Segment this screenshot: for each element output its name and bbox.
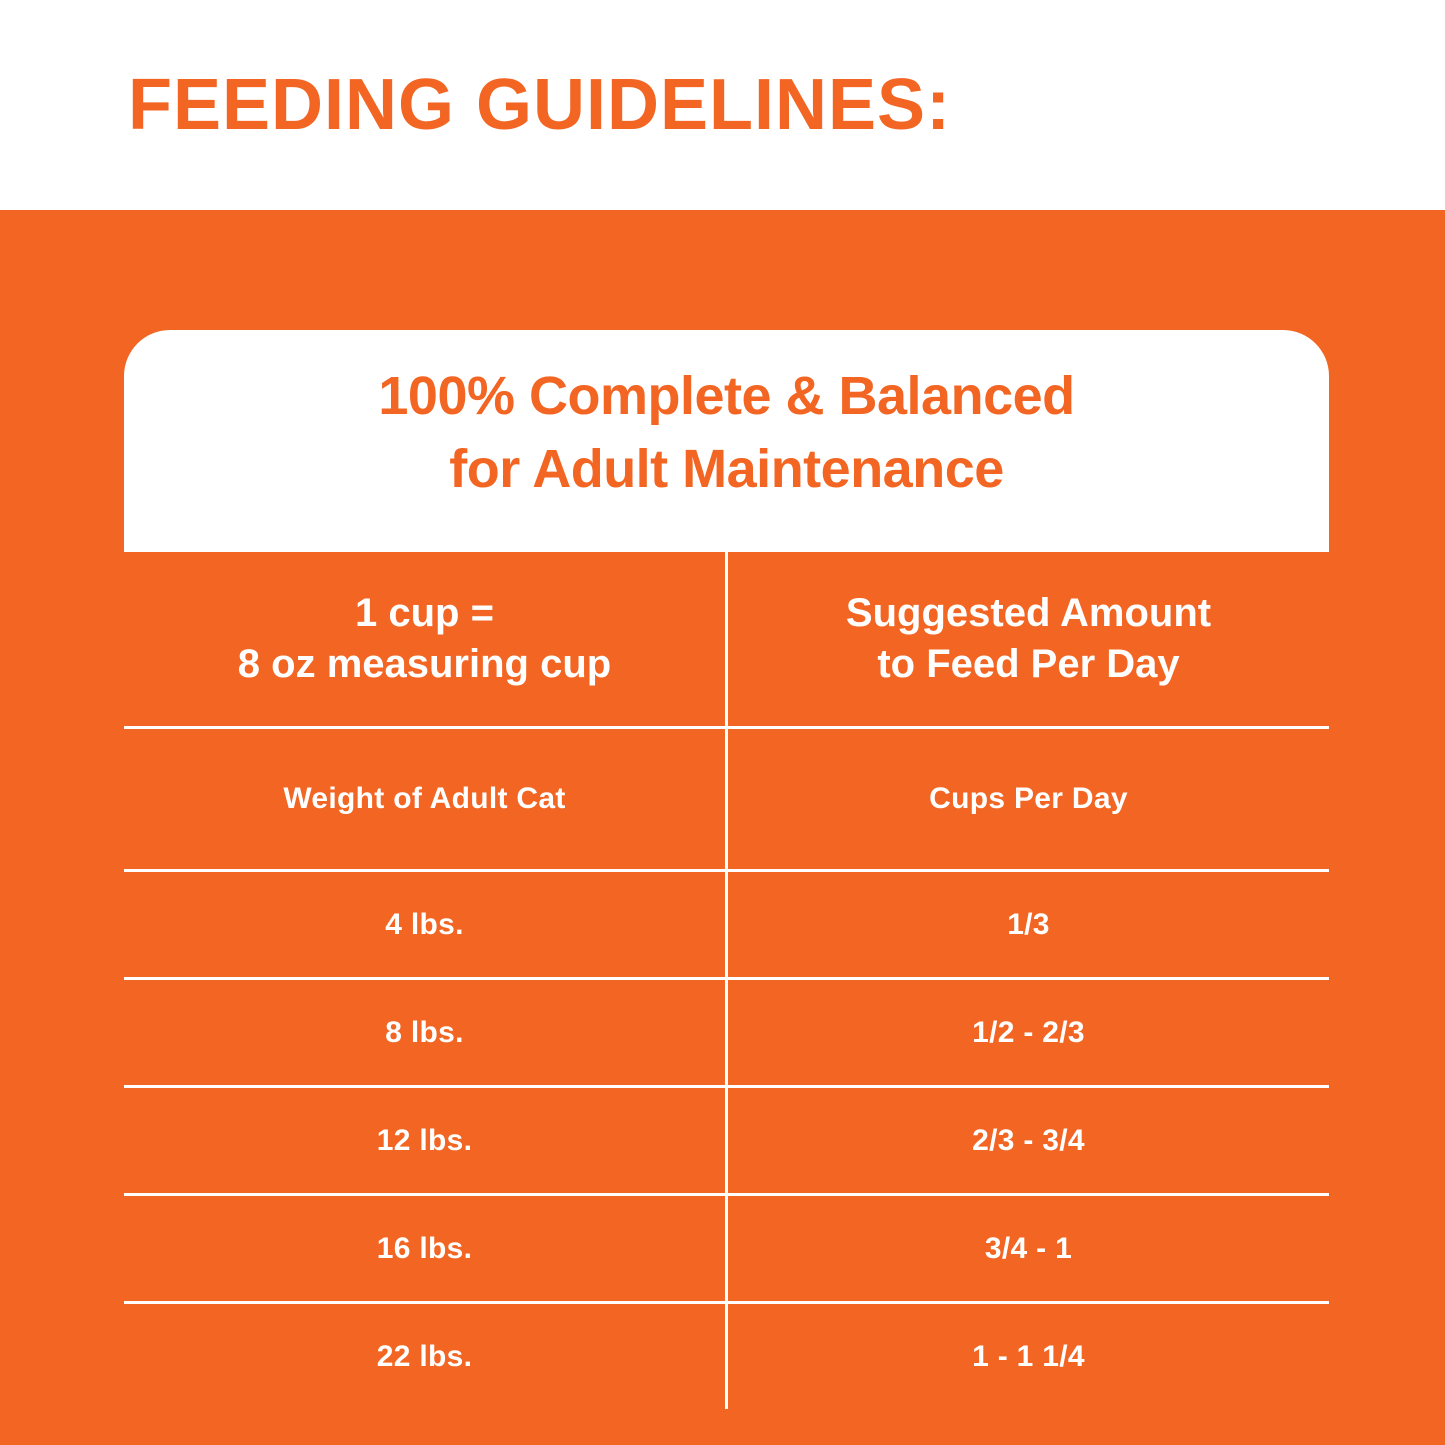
header-suggested-line1: Suggested Amount: [845, 590, 1212, 635]
cell-weight: 22 lbs.: [124, 1303, 727, 1410]
table-row: [124, 871, 1329, 979]
table-row: [124, 1303, 1329, 1410]
cell-cups: 1/2 - 2/3: [727, 979, 1330, 1087]
guidelines-card: [124, 330, 1329, 1373]
table-row: [124, 1195, 1329, 1303]
feeding-table: [124, 552, 1329, 1409]
column-header-weight: Weight of Adult Cat: [124, 728, 727, 871]
page-title: FEEDING GUIDELINES:: [128, 65, 952, 145]
header-measure-line1: 1 cup =: [355, 590, 494, 635]
cell-cups: 3/4 - 1: [727, 1195, 1330, 1303]
header-band: [0, 0, 1445, 210]
table-top-header-row: [124, 552, 1329, 728]
cell-weight: 4 lbs.: [124, 871, 727, 979]
cell-cups: 1/3: [727, 871, 1330, 979]
header-cell-suggested: [727, 552, 1330, 728]
card-heading-line2: for Adult Maintenance: [449, 438, 1004, 499]
cell-cups: 1 - 1 1/4: [727, 1303, 1330, 1410]
header-cell-measure: [124, 552, 727, 728]
table-row: [124, 979, 1329, 1087]
cell-cups: 2/3 - 3/4: [727, 1087, 1330, 1195]
cell-weight: 12 lbs.: [124, 1087, 727, 1195]
cell-weight: 8 lbs.: [124, 979, 727, 1087]
column-header-cups: Cups Per Day: [727, 728, 1330, 871]
card-heading: [124, 330, 1329, 506]
table-column-header-row: [124, 728, 1329, 871]
header-measure-line2: 8 oz measuring cup: [237, 642, 612, 686]
orange-background: [0, 210, 1445, 1445]
table-row: [124, 1087, 1329, 1195]
cell-weight: 16 lbs.: [124, 1195, 727, 1303]
header-suggested-line2: to Feed Per Day: [877, 642, 1180, 686]
card-heading-line1: 100% Complete & Balanced: [378, 366, 1075, 426]
